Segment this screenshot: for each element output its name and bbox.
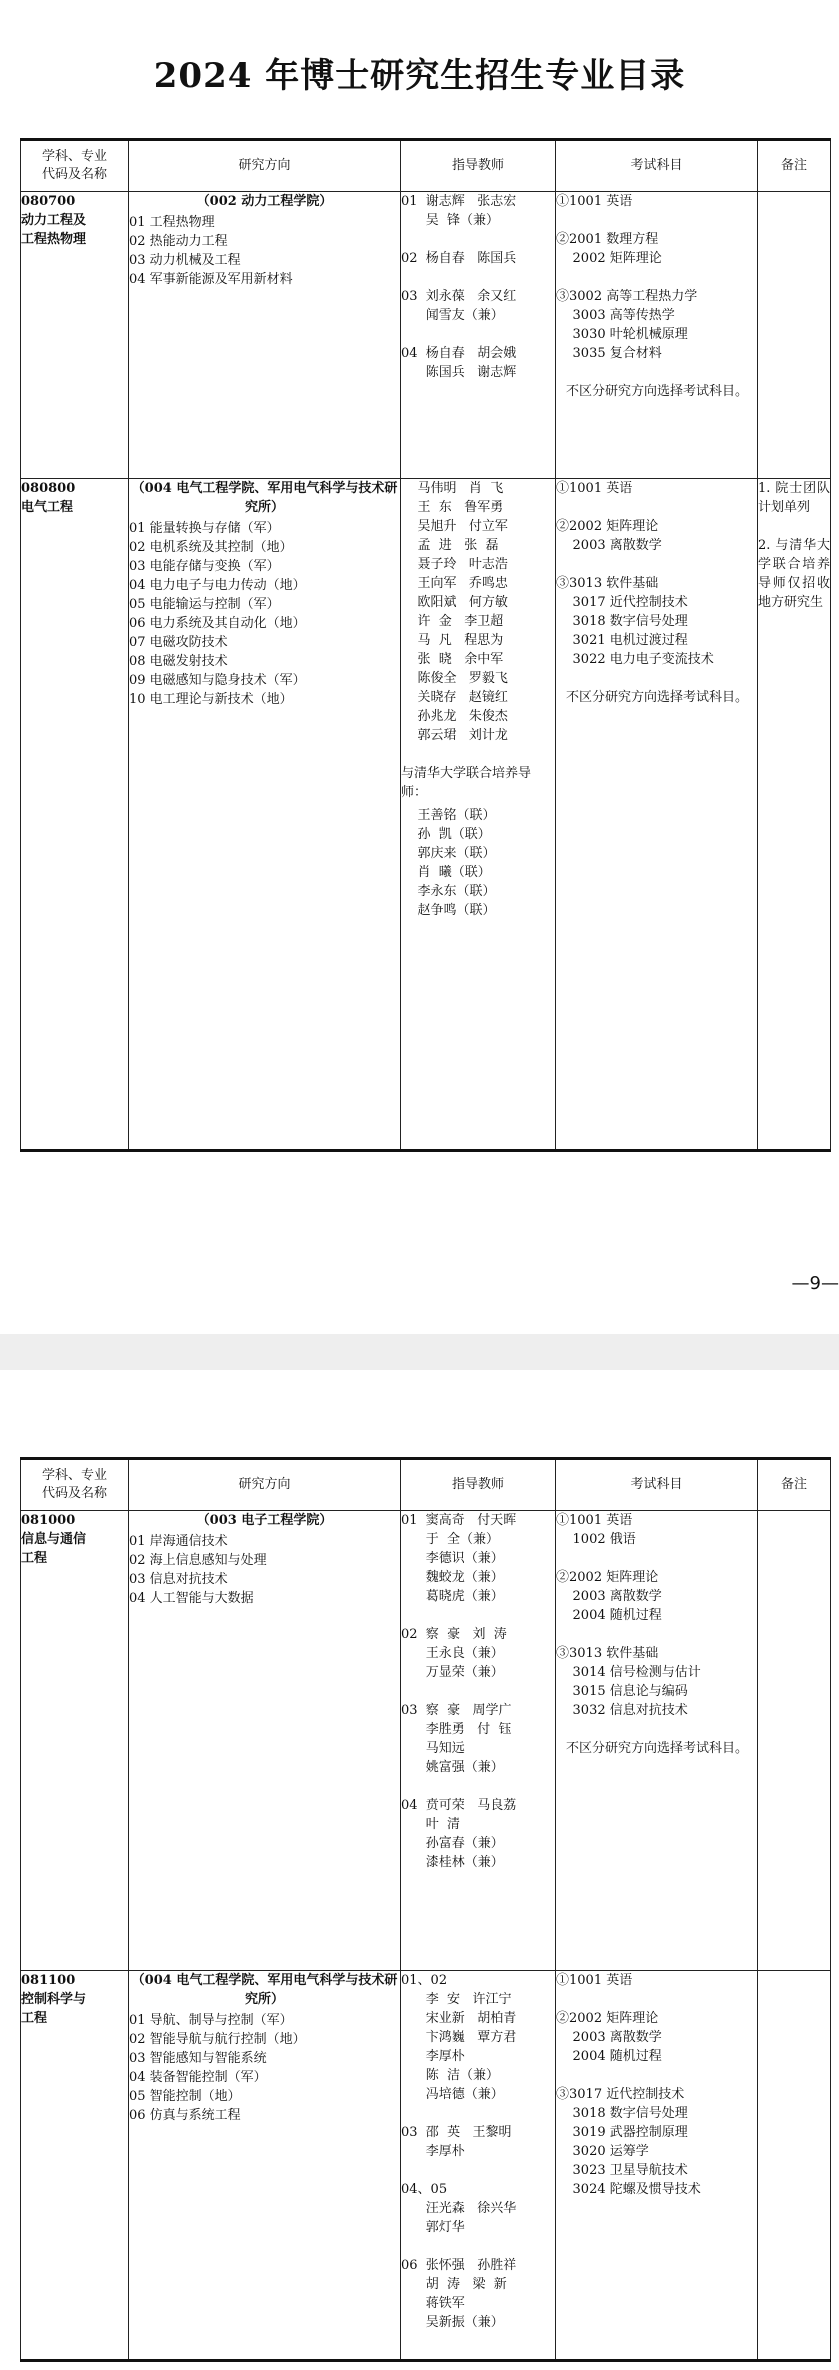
supervisor-line: 李厚朴 (401, 2144, 465, 2159)
supervisor-line: 于 全（兼） (401, 1532, 500, 1547)
subject-code: 081100 (21, 1973, 76, 1988)
subject-code: 081000 (21, 1513, 76, 1528)
exam-subject: 3018 数字信号处理 (556, 614, 688, 629)
exam-subject: ②2002 矩阵理论 (556, 2011, 659, 2026)
exam-subject: 3018 数字信号处理 (556, 2106, 688, 2121)
supervisor-line: 03 刘永葆 余又红 (401, 289, 517, 304)
supervisor-line: 孙富春（兼） (401, 1836, 504, 1851)
supervisor-line: 漆桂林（兼） (401, 1855, 504, 1870)
supervisor-line: 万显荣（兼） (401, 1665, 504, 1680)
supervisor-group (401, 2256, 555, 2332)
supervisor-line: 宋业新 胡柏青 (401, 2011, 517, 2026)
supervisor-line: 李 安 许江宁 (401, 1992, 512, 2007)
supervisor-line: 吴 锋（兼） (401, 213, 500, 228)
supervisor-line: 陈 洁（兼） (401, 2068, 500, 2083)
subject-name: 动力工程及 工程热物理 (21, 213, 87, 247)
supervisor-cell (401, 479, 556, 1151)
exam-subject: 2004 随机过程 (556, 2049, 662, 2064)
supervisor-line: 张 晓 余中军 (401, 652, 504, 667)
exam-subject: ③3013 软件基础 (556, 576, 659, 591)
exam-subject: 3020 运筹学 (556, 2144, 649, 2159)
direction-cell (129, 192, 401, 479)
document-title: 2024 年博士研究生招生专业目录 (153, 56, 686, 96)
supervisor-line: 李厚朴 (401, 2049, 465, 2064)
exam-subject: ③3017 近代控制技术 (556, 2087, 685, 2102)
table-row (21, 1971, 831, 2361)
catalog-table-2 (20, 1457, 831, 2362)
header-supervisors: 指导教师 (401, 140, 556, 192)
exam-subject: 1002 俄语 (556, 1532, 636, 1547)
supervisor-line: 04、05 (401, 2182, 448, 2197)
supervisor-group (401, 1796, 555, 1872)
supervisor-line: 01 窦高奇 付天晖 (401, 1513, 517, 1528)
subject-name: 信息与通信 工程 (21, 1532, 87, 1566)
supervisor-group (401, 1511, 555, 1606)
direction-item: 05 电能输运与控制（军） (129, 597, 280, 612)
direction-item: 01 能量转换与存储（军） (129, 521, 280, 536)
exam-subject: 3014 信号检测与估计 (556, 1665, 701, 1680)
direction-item: 04 电力电子与电力传动（地） (129, 578, 306, 593)
direction-item: 04 装备智能控制（军） (129, 2070, 267, 2085)
direction-item: 04 人工智能与大数据 (129, 1591, 254, 1606)
supervisor-line: 闻雪友（兼） (401, 308, 504, 323)
direction-item: 10 电工理论与新技术（地） (129, 692, 293, 707)
exam-subject: 3019 武器控制原理 (556, 2125, 688, 2140)
direction-cell (129, 1511, 401, 1971)
direction-item: 08 电磁发射技术 (129, 654, 228, 669)
exam-subject: 2003 离散数学 (556, 1589, 662, 1604)
exam-group (556, 1568, 757, 1625)
supervisor-cell (401, 192, 556, 479)
supervisor-line: 关晓存 赵镜红 (401, 690, 508, 705)
supervisor-line: 李德识（兼） (401, 1551, 504, 1566)
exam-cell (556, 1971, 758, 2361)
joint-supervisor-line: 郭庆来（联） (401, 846, 496, 861)
direction-item: 03 动力机械及工程 (129, 253, 241, 268)
direction-item: 02 海上信息感知与处理 (129, 1553, 267, 1568)
supervisor-line: 04 杨自春 胡会娥 (401, 346, 517, 361)
supervisor-line: 叶 清 (401, 1817, 461, 1832)
table-row (21, 1511, 831, 1971)
exam-subject: ①1001 英语 (556, 1973, 633, 1988)
exam-group (556, 1971, 757, 1990)
subject-cell (21, 1511, 129, 1971)
exam-subject: 3030 叶轮机械原理 (556, 327, 688, 342)
page-number: —9— (791, 1273, 839, 1294)
header-exams: 考试科目 (556, 1459, 758, 1511)
exam-group (556, 517, 757, 555)
remarks-cell (758, 479, 831, 1151)
exam-subject: ②2002 矩阵理论 (556, 1570, 659, 1585)
joint-supervisor-line: 孙 凯（联） (401, 827, 491, 842)
joint-supervisor-line: 李永东（联） (401, 884, 496, 899)
supervisor-line: 蒋铁军 (401, 2296, 465, 2311)
exam-group (556, 2009, 757, 2066)
supervisor-line: 06 张怀强 孙胜祥 (401, 2258, 517, 2273)
exam-subject: ①1001 英语 (556, 1513, 633, 1528)
supervisor-line: 聂子玲 叶志浩 (401, 557, 508, 572)
supervisor-line: 02 杨自春 陈国兵 (401, 251, 517, 266)
exam-subject: 2003 离散数学 (556, 538, 662, 553)
exam-subject: ①1001 英语 (556, 194, 633, 209)
institute-name: （004 电气工程学院、军用电气科学与技术研究所） (131, 481, 398, 515)
subject-name: 控制科学与 工程 (21, 1992, 87, 2026)
institute-name: （004 电气工程学院、军用电气科学与技术研究所） (131, 1973, 398, 2007)
catalog-page-2 (0, 1370, 839, 2370)
supervisor-line: 王 东 鲁军勇 (401, 500, 504, 515)
direction-item: 07 电磁攻防技术 (129, 635, 228, 650)
exam-cell (556, 192, 758, 479)
header-remarks: 备注 (758, 140, 831, 192)
supervisor-group (401, 2123, 555, 2161)
supervisor-line: 吴旭升 付立军 (401, 519, 508, 534)
joint-supervisor-line: 王善铭（联） (401, 808, 496, 823)
supervisor-line: 王向军 乔鸣忠 (401, 576, 508, 591)
supervisor-group (401, 192, 555, 230)
direction-item: 01 岸海通信技术 (129, 1534, 228, 1549)
table-row (21, 479, 831, 1151)
supervisor-cell (401, 1971, 556, 2361)
institute-name: （002 动力工程学院） (196, 194, 333, 209)
joint-supervisor-note: 与清华大学联合培养导师： (401, 766, 532, 800)
exam-subject: 2004 随机过程 (556, 1608, 662, 1623)
supervisor-line: 郭灯华 (401, 2220, 465, 2235)
exam-group (556, 287, 757, 363)
direction-item: 02 电机系统及其控制（地） (129, 540, 293, 555)
exam-subject: ②2002 矩阵理论 (556, 519, 659, 534)
direction-item: 04 军事新能源及军用新材料 (129, 272, 293, 287)
supervisor-line: 王永良（兼） (401, 1646, 504, 1661)
exam-group (556, 230, 757, 268)
exam-subject: 3024 陀螺及惯导技术 (556, 2182, 701, 2197)
header-remarks: 备注 (758, 1459, 831, 1511)
direction-cell (129, 479, 401, 1151)
remarks-cell (758, 1511, 831, 1971)
supervisor-line: 04 贲可荣 马良荔 (401, 1798, 517, 1813)
exam-subject: ③3013 软件基础 (556, 1646, 659, 1661)
direction-item: 02 热能动力工程 (129, 234, 228, 249)
joint-supervisor-line: 肖 曦（联） (401, 865, 491, 880)
joint-supervisor-line: 赵争鸣（联） (401, 903, 496, 918)
subject-name: 电气工程 (21, 500, 74, 515)
header-direction: 研究方向 (129, 1459, 401, 1511)
direction-item: 05 智能控制（地） (129, 2089, 241, 2104)
exam-subject: 3021 电机过渡过程 (556, 633, 688, 648)
supervisor-line: 陈俊全 罗毅飞 (401, 671, 508, 686)
direction-item: 03 信息对抗技术 (129, 1572, 228, 1587)
exam-note: 不区分研究方向选择考试科目。 (566, 690, 749, 705)
supervisor-group (401, 287, 555, 325)
remark-item: 1. 院士团队计划单列 (758, 481, 830, 515)
exam-subject: ③3002 高等工程热力学 (556, 289, 698, 304)
direction-item: 03 智能感知与智能系统 (129, 2051, 267, 2066)
exam-group (556, 192, 757, 211)
supervisor-group (401, 1971, 555, 2104)
subject-cell (21, 479, 129, 1151)
remarks-cell (758, 192, 831, 479)
supervisor-line: 马 凡 程思为 (401, 633, 504, 648)
direction-item: 01 工程热物理 (129, 215, 215, 230)
exam-cell (556, 1511, 758, 1971)
header-subject: 学科、专业 代码及名称 (21, 140, 129, 192)
supervisor-line: 冯培德（兼） (401, 2087, 504, 2102)
exam-subject: ②2001 数理方程 (556, 232, 659, 247)
direction-item: 06 仿真与系统工程 (129, 2108, 241, 2123)
supervisor-line: 马知远 (401, 1741, 465, 1756)
supervisor-cell (401, 1511, 556, 1971)
exam-subject: 2003 离散数学 (556, 2030, 662, 2045)
supervisor-line: 孙兆龙 朱俊杰 (401, 709, 508, 724)
exam-subject: 3022 电力电子变流技术 (556, 652, 714, 667)
page-gap (0, 1334, 839, 1370)
supervisor-line: 陈国兵 谢志辉 (401, 365, 517, 380)
subject-cell (21, 192, 129, 479)
catalog-table-1 (20, 138, 831, 1152)
table-row (21, 192, 831, 479)
direction-item: 06 电力系统及其自动化（地） (129, 616, 306, 631)
header-exams: 考试科目 (556, 140, 758, 192)
supervisor-line: 01 谢志辉 张志宏 (401, 194, 517, 209)
direction-item: 01 导航、制导与控制（军） (129, 2013, 293, 2028)
remark-item: 2. 与清华大学联合培养导师仅招收地方研究生 (758, 538, 830, 610)
exam-subject: 3003 高等传热学 (556, 308, 675, 323)
supervisor-group (401, 2180, 555, 2237)
supervisor-line: 孟 进 张 磊 (401, 538, 499, 553)
exam-group (556, 1511, 757, 1549)
direction-item: 09 电磁感知与隐身技术（军） (129, 673, 306, 688)
direction-cell (129, 1971, 401, 2361)
exam-subject: 3035 复合材料 (556, 346, 662, 361)
exam-subject: 2002 矩阵理论 (556, 251, 662, 266)
direction-item: 02 智能导航与航行控制（地） (129, 2032, 306, 2047)
exam-subject: 3023 卫星导航技术 (556, 2163, 688, 2178)
exam-subject: ①1001 英语 (556, 481, 633, 496)
supervisor-group (401, 344, 555, 382)
exam-group (556, 2085, 757, 2199)
supervisor-line: 吴新振（兼） (401, 2315, 504, 2330)
exam-group (556, 479, 757, 498)
supervisor-line: 许 金 李卫超 (401, 614, 504, 629)
exam-group (556, 1644, 757, 1720)
supervisor-line: 姚富强（兼） (401, 1760, 504, 1775)
supervisor-line: 马伟明 肖 飞 (401, 481, 504, 496)
exam-cell (556, 479, 758, 1151)
subject-cell (21, 1971, 129, 2361)
exam-subject: 3015 信息论与编码 (556, 1684, 688, 1699)
supervisor-line: 欧阳斌 何方敏 (401, 595, 508, 610)
supervisor-line: 胡 涛 梁 新 (401, 2277, 507, 2292)
supervisor-line: 魏蛟龙（兼） (401, 1570, 504, 1585)
supervisor-group (401, 249, 555, 268)
remarks-cell (758, 1971, 831, 2361)
exam-subject: 3017 近代控制技术 (556, 595, 688, 610)
supervisor-line: 01、02 (401, 1973, 448, 1988)
supervisor-line: 李胜勇 付 钰 (401, 1722, 512, 1737)
supervisor-line: 葛晓虎（兼） (401, 1589, 504, 1604)
supervisor-group (401, 1625, 555, 1682)
header-direction: 研究方向 (129, 140, 401, 192)
subject-code: 080800 (21, 481, 76, 496)
exam-group (556, 574, 757, 669)
exam-note: 不区分研究方向选择考试科目。 (566, 384, 749, 399)
subject-code: 080700 (21, 194, 76, 209)
exam-note: 不区分研究方向选择考试科目。 (566, 1741, 749, 1756)
supervisor-line: 03 邵 英 王黎明 (401, 2125, 512, 2140)
supervisor-line: 03 察 豪 周学广 (401, 1703, 512, 1718)
supervisor-line: 02 察 豪 刘 涛 (401, 1627, 507, 1642)
supervisor-line: 郭云珺 刘计龙 (401, 728, 508, 743)
supervisor-group (401, 479, 555, 745)
header-supervisors: 指导教师 (401, 1459, 556, 1511)
supervisor-line: 卞鸿巍 覃方君 (401, 2030, 517, 2045)
exam-subject: 3032 信息对抗技术 (556, 1703, 688, 1718)
header-subject: 学科、专业 代码及名称 (21, 1459, 129, 1511)
supervisor-group (401, 1701, 555, 1777)
institute-name: （003 电子工程学院） (196, 1513, 333, 1528)
direction-item: 03 电能存储与变换（军） (129, 559, 280, 574)
supervisor-line: 汪光森 徐兴华 (401, 2201, 517, 2216)
